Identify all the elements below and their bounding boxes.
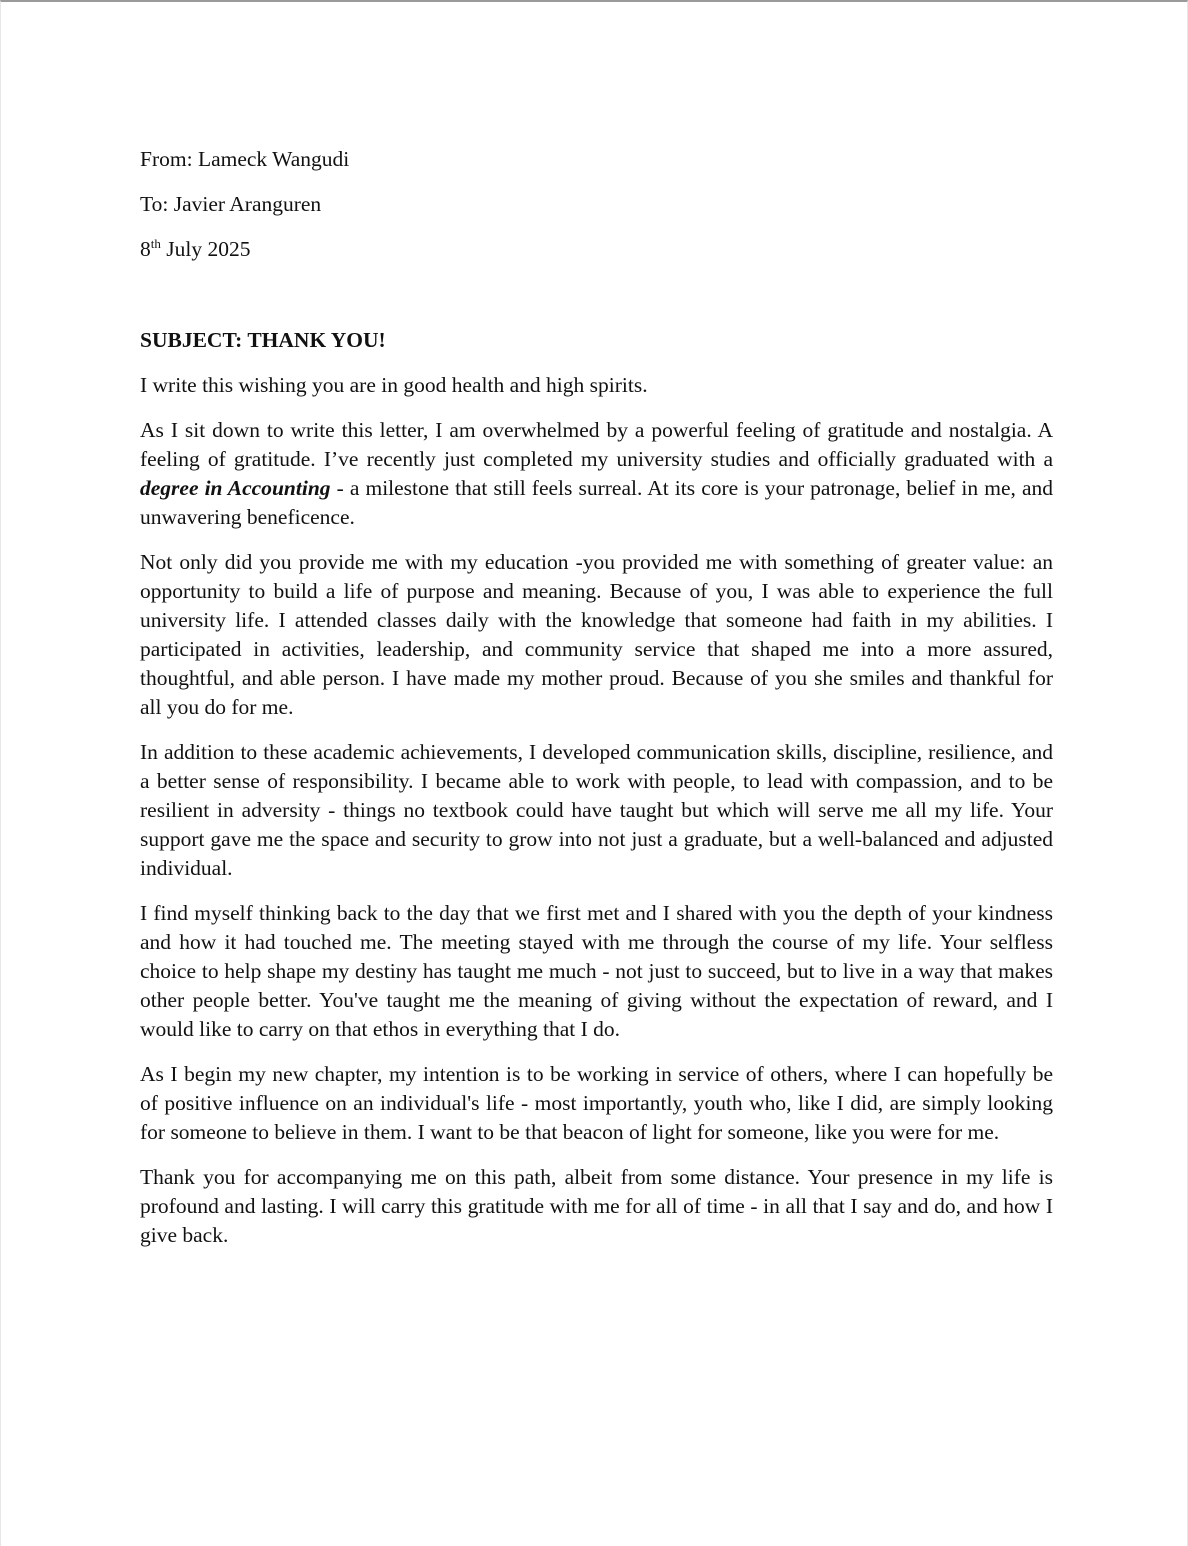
letter-header bbox=[140, 145, 1053, 264]
date-day: 8 bbox=[140, 237, 151, 261]
paragraph-new-chapter: As I begin my new chapter, my intention is to be working in service of others, where I can hopefully be of positive influence on an individual's life - most importantly, youth who, like I did, are simply looking for someone to believe in them. I want to be that beacon of light for someone, like you were for me. bbox=[140, 1062, 1053, 1144]
to-line: To: Javier Aranguren bbox=[140, 192, 322, 216]
date-ordinal-suffix: th bbox=[150, 236, 161, 251]
paragraph-gratitude bbox=[140, 416, 1053, 532]
date-line bbox=[140, 235, 1053, 264]
paragraph-education: Not only did you provide me with my education -you provided me with something of greater value: an opportunity to build a life of purpose and meaning. Because of you, I was able to experience the full university life. I attended classes daily with the knowledge that someone had faith in my abilities. I participated in activities, leadership, and community service that shaped me into a more assured, thoughtful, and able person. I have made my mother proud. Because of you she smiles and thankful for all you do for me. bbox=[140, 550, 1053, 719]
paragraph-first-meeting: I find myself thinking back to the day that we first met and I shared with you the depth of your kindness and how it had touched me. The meeting stayed with me through the course of my life. Your selfless choice to help shape my destiny has taught me much - not just to succeed, but to live in a way that makes other people better. You've taught me the meaning of giving without the expectation of reward, and I would like to carry on that ethos in everything that I do. bbox=[140, 901, 1053, 1041]
subject-line: SUBJECT: THANK YOU! bbox=[140, 328, 386, 352]
letter-body bbox=[140, 145, 1053, 1266]
greeting-paragraph: I write this wishing you are in good health and high spirits. bbox=[140, 373, 648, 397]
from-line: From: Lameck Wangudi bbox=[140, 147, 350, 171]
date-month-year: July 2025 bbox=[160, 237, 251, 261]
paragraph-closing: Thank you for accompanying me on this path, albeit from some distance. Your presence in my life is profound and lasting. I will carry this gratitude with me for all of time - in all that I say and do, and how I give back. bbox=[140, 1165, 1053, 1247]
paragraph-gratitude-text-start: As I sit down to write this letter, I am overwhelmed by a powerful feeling of gratitude and nostalgia. A feeling of gratitude. I’ve recently just completed my university studies and officially graduated with a bbox=[140, 418, 1053, 471]
paragraph-gratitude-text-end: - a milestone that still feels surreal. At its core is your patronage, belief in me, and unwavering beneficence. bbox=[140, 476, 1053, 529]
paragraph-skills: In addition to these academic achievements, I developed communication skills, discipline, resilience, and a better sense of responsibility. I became able to work with people, to lead with compassion, and to be resilient in adversity - things no textbook could have taught but which will serve me all my life. Your support gave me the space and security to grow into not just a graduate, but a well-balanced and adjusted individual. bbox=[140, 740, 1053, 880]
degree-emphasis: degree in Accounting bbox=[140, 476, 331, 500]
